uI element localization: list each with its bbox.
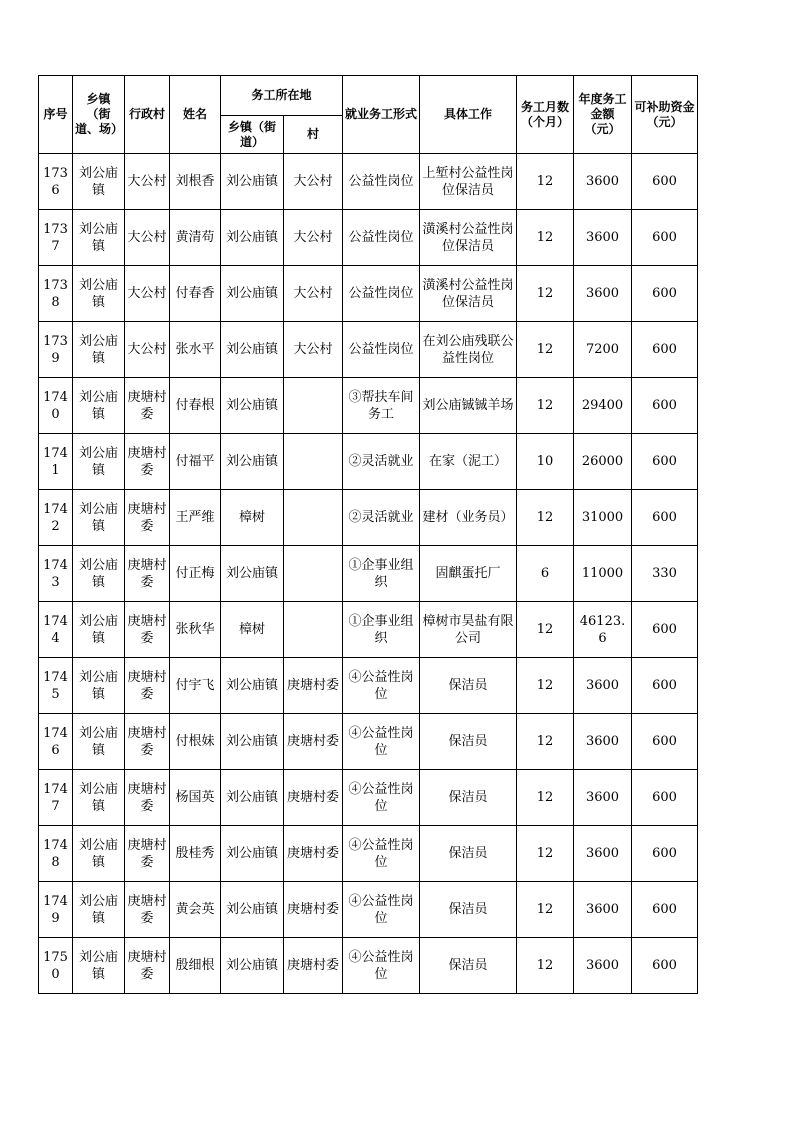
cell-subsidy: 600 (632, 658, 698, 714)
cell-township: 刘公庙镇 (73, 322, 125, 378)
cell-seq: 1743 (39, 546, 73, 602)
cell-township: 刘公庙镇 (73, 602, 125, 658)
cell-months: 12 (517, 154, 574, 210)
cell-income: 3600 (574, 938, 632, 994)
cell-name: 杨国英 (170, 770, 221, 826)
cell-months: 12 (517, 266, 574, 322)
cell-months: 12 (517, 378, 574, 434)
table-row (39, 826, 698, 882)
cell-job: 保洁员 (420, 770, 517, 826)
cell-subsidy: 600 (632, 938, 698, 994)
cell-subsidy: 600 (632, 434, 698, 490)
table-row (39, 938, 698, 994)
cell-work-township: 刘公庙镇 (221, 882, 284, 938)
cell-job: 建材（业务员） (420, 490, 517, 546)
cell-work-village: 庚塘村委 (284, 826, 343, 882)
table-header (39, 76, 698, 154)
cell-seq: 1741 (39, 434, 73, 490)
cell-seq: 1737 (39, 210, 73, 266)
table-row (39, 714, 698, 770)
cell-subsidy: 600 (632, 770, 698, 826)
cell-village: 大公村 (125, 154, 170, 210)
cell-employment-form: ④公益性岗位 (343, 770, 420, 826)
cell-work-township: 刘公庙镇 (221, 378, 284, 434)
cell-months: 12 (517, 714, 574, 770)
cell-job: 上堑村公益性岗位保洁员 (420, 154, 517, 210)
cell-job: 保洁员 (420, 882, 517, 938)
cell-employment-form: ①企事业组织 (343, 546, 420, 602)
cell-village: 庚塘村委 (125, 826, 170, 882)
cell-work-village: 大公村 (284, 154, 343, 210)
header-job: 具体工作 (420, 76, 517, 154)
cell-township: 刘公庙镇 (73, 378, 125, 434)
cell-seq: 1746 (39, 714, 73, 770)
cell-job: 保洁员 (420, 826, 517, 882)
cell-work-village (284, 490, 343, 546)
cell-village: 庚塘村委 (125, 490, 170, 546)
cell-income: 29400 (574, 378, 632, 434)
cell-months: 12 (517, 490, 574, 546)
cell-work-township: 刘公庙镇 (221, 714, 284, 770)
cell-work-township: 刘公庙镇 (221, 434, 284, 490)
cell-village: 庚塘村委 (125, 714, 170, 770)
cell-subsidy: 330 (632, 546, 698, 602)
cell-employment-form: 公益性岗位 (343, 154, 420, 210)
cell-village: 庚塘村委 (125, 546, 170, 602)
cell-name: 付根妹 (170, 714, 221, 770)
table-row (39, 770, 698, 826)
table-row (39, 378, 698, 434)
cell-job: 保洁员 (420, 938, 517, 994)
header-employment-form: 就业务工形式 (343, 76, 420, 154)
header-work-location: 务工所在地 (221, 76, 343, 116)
cell-village: 庚塘村委 (125, 938, 170, 994)
cell-township: 刘公庙镇 (73, 714, 125, 770)
cell-name: 张秋华 (170, 602, 221, 658)
table-row (39, 210, 698, 266)
cell-seq: 1738 (39, 266, 73, 322)
cell-income: 11000 (574, 546, 632, 602)
table-row (39, 546, 698, 602)
cell-township: 刘公庙镇 (73, 210, 125, 266)
cell-name: 付正梅 (170, 546, 221, 602)
header-income: 年度务工金额（元） (574, 76, 632, 154)
cell-income: 46123.6 (574, 602, 632, 658)
cell-village: 庚塘村委 (125, 602, 170, 658)
cell-work-village: 庚塘村委 (284, 658, 343, 714)
cell-income: 3600 (574, 770, 632, 826)
cell-work-village (284, 434, 343, 490)
cell-job: 保洁员 (420, 658, 517, 714)
cell-township: 刘公庙镇 (73, 770, 125, 826)
table-row (39, 882, 698, 938)
cell-name: 张水平 (170, 322, 221, 378)
header-township: 乡镇（街道、场） (73, 76, 125, 154)
cell-subsidy: 600 (632, 154, 698, 210)
cell-income: 3600 (574, 154, 632, 210)
cell-income: 31000 (574, 490, 632, 546)
cell-seq: 1748 (39, 826, 73, 882)
table-row (39, 490, 698, 546)
header-name: 姓名 (170, 76, 221, 154)
cell-name: 黄会英 (170, 882, 221, 938)
cell-employment-form: ③帮扶车间务工 (343, 378, 420, 434)
cell-village: 大公村 (125, 322, 170, 378)
cell-work-township: 樟树 (221, 490, 284, 546)
cell-village: 庚塘村委 (125, 770, 170, 826)
cell-income: 26000 (574, 434, 632, 490)
cell-seq: 1740 (39, 378, 73, 434)
cell-name: 付福平 (170, 434, 221, 490)
cell-township: 刘公庙镇 (73, 938, 125, 994)
cell-work-village: 庚塘村委 (284, 714, 343, 770)
cell-village: 庚塘村委 (125, 434, 170, 490)
cell-subsidy: 600 (632, 714, 698, 770)
cell-months: 12 (517, 826, 574, 882)
cell-job: 保洁员 (420, 714, 517, 770)
cell-subsidy: 600 (632, 322, 698, 378)
cell-income: 3600 (574, 210, 632, 266)
cell-employment-form: ④公益性岗位 (343, 714, 420, 770)
cell-work-village: 庚塘村委 (284, 882, 343, 938)
cell-work-village (284, 378, 343, 434)
header-subsidy: 可补助资金（元） (632, 76, 698, 154)
cell-subsidy: 600 (632, 602, 698, 658)
cell-township: 刘公庙镇 (73, 266, 125, 322)
cell-income: 3600 (574, 826, 632, 882)
header-seq: 序号 (39, 76, 73, 154)
cell-name: 黄清苟 (170, 210, 221, 266)
cell-name: 殷桂秀 (170, 826, 221, 882)
cell-income: 3600 (574, 882, 632, 938)
cell-work-township: 刘公庙镇 (221, 938, 284, 994)
cell-work-township: 刘公庙镇 (221, 210, 284, 266)
cell-work-village: 大公村 (284, 210, 343, 266)
cell-name: 刘根香 (170, 154, 221, 210)
cell-employment-form: 公益性岗位 (343, 210, 420, 266)
cell-months: 12 (517, 602, 574, 658)
cell-job: 潢溪村公益性岗位保洁员 (420, 266, 517, 322)
cell-township: 刘公庙镇 (73, 826, 125, 882)
cell-subsidy: 600 (632, 490, 698, 546)
cell-job: 樟树市昊盐有限公司 (420, 602, 517, 658)
cell-name: 殷细根 (170, 938, 221, 994)
cell-job: 固麒蛋托厂 (420, 546, 517, 602)
cell-subsidy: 600 (632, 378, 698, 434)
cell-months: 12 (517, 770, 574, 826)
cell-seq: 1750 (39, 938, 73, 994)
cell-employment-form: ④公益性岗位 (343, 938, 420, 994)
cell-work-township: 刘公庙镇 (221, 826, 284, 882)
cell-name: 付春香 (170, 266, 221, 322)
table-row (39, 266, 698, 322)
cell-months: 10 (517, 434, 574, 490)
cell-employment-form: ①企事业组织 (343, 602, 420, 658)
cell-subsidy: 600 (632, 210, 698, 266)
cell-name: 付春根 (170, 378, 221, 434)
table-row (39, 322, 698, 378)
cell-employment-form: 公益性岗位 (343, 322, 420, 378)
cell-months: 12 (517, 210, 574, 266)
cell-work-township: 刘公庙镇 (221, 154, 284, 210)
cell-months: 12 (517, 882, 574, 938)
cell-village: 庚塘村委 (125, 378, 170, 434)
cell-village: 大公村 (125, 266, 170, 322)
cell-work-township: 刘公庙镇 (221, 322, 284, 378)
cell-job: 潢溪村公益性岗位保洁员 (420, 210, 517, 266)
cell-income: 3600 (574, 658, 632, 714)
cell-work-township: 刘公庙镇 (221, 770, 284, 826)
cell-seq: 1739 (39, 322, 73, 378)
cell-job: 在家（泥工） (420, 434, 517, 490)
cell-village: 庚塘村委 (125, 882, 170, 938)
cell-work-village (284, 546, 343, 602)
cell-township: 刘公庙镇 (73, 658, 125, 714)
cell-township: 刘公庙镇 (73, 546, 125, 602)
cell-job: 在刘公庙残联公益性岗位 (420, 322, 517, 378)
cell-employment-form: ②灵活就业 (343, 434, 420, 490)
table-row (39, 658, 698, 714)
cell-work-township: 樟树 (221, 602, 284, 658)
cell-employment-form: ④公益性岗位 (343, 658, 420, 714)
cell-subsidy: 600 (632, 882, 698, 938)
cell-employment-form: ④公益性岗位 (343, 882, 420, 938)
cell-income: 3600 (574, 266, 632, 322)
cell-employment-form: 公益性岗位 (343, 266, 420, 322)
cell-employment-form: ④公益性岗位 (343, 826, 420, 882)
cell-work-village: 大公村 (284, 322, 343, 378)
cell-months: 12 (517, 938, 574, 994)
header-village: 行政村 (125, 76, 170, 154)
cell-township: 刘公庙镇 (73, 154, 125, 210)
cell-subsidy: 600 (632, 266, 698, 322)
cell-name: 付宇飞 (170, 658, 221, 714)
header-work-township: 乡镇（街道） (221, 116, 284, 154)
cell-township: 刘公庙镇 (73, 882, 125, 938)
cell-township: 刘公庙镇 (73, 434, 125, 490)
table-body (39, 154, 698, 994)
cell-months: 12 (517, 322, 574, 378)
cell-name: 王严维 (170, 490, 221, 546)
cell-seq: 1736 (39, 154, 73, 210)
cell-seq: 1742 (39, 490, 73, 546)
employment-subsidy-table (38, 75, 698, 994)
cell-subsidy: 600 (632, 826, 698, 882)
cell-work-village: 庚塘村委 (284, 938, 343, 994)
header-months: 务工月数（个月） (517, 76, 574, 154)
cell-months: 12 (517, 658, 574, 714)
cell-seq: 1749 (39, 882, 73, 938)
table-row (39, 602, 698, 658)
cell-work-village (284, 602, 343, 658)
cell-village: 大公村 (125, 210, 170, 266)
cell-seq: 1745 (39, 658, 73, 714)
cell-village: 庚塘村委 (125, 658, 170, 714)
cell-work-village: 庚塘村委 (284, 770, 343, 826)
cell-income: 7200 (574, 322, 632, 378)
cell-seq: 1744 (39, 602, 73, 658)
cell-seq: 1747 (39, 770, 73, 826)
cell-income: 3600 (574, 714, 632, 770)
header-work-village: 村 (284, 116, 343, 154)
table-row (39, 154, 698, 210)
table-row (39, 434, 698, 490)
cell-work-township: 刘公庙镇 (221, 266, 284, 322)
cell-work-village: 大公村 (284, 266, 343, 322)
cell-work-township: 刘公庙镇 (221, 546, 284, 602)
cell-months: 6 (517, 546, 574, 602)
cell-work-township: 刘公庙镇 (221, 658, 284, 714)
cell-employment-form: ②灵活就业 (343, 490, 420, 546)
cell-job: 刘公庙铖铖羊场 (420, 378, 517, 434)
cell-township: 刘公庙镇 (73, 490, 125, 546)
